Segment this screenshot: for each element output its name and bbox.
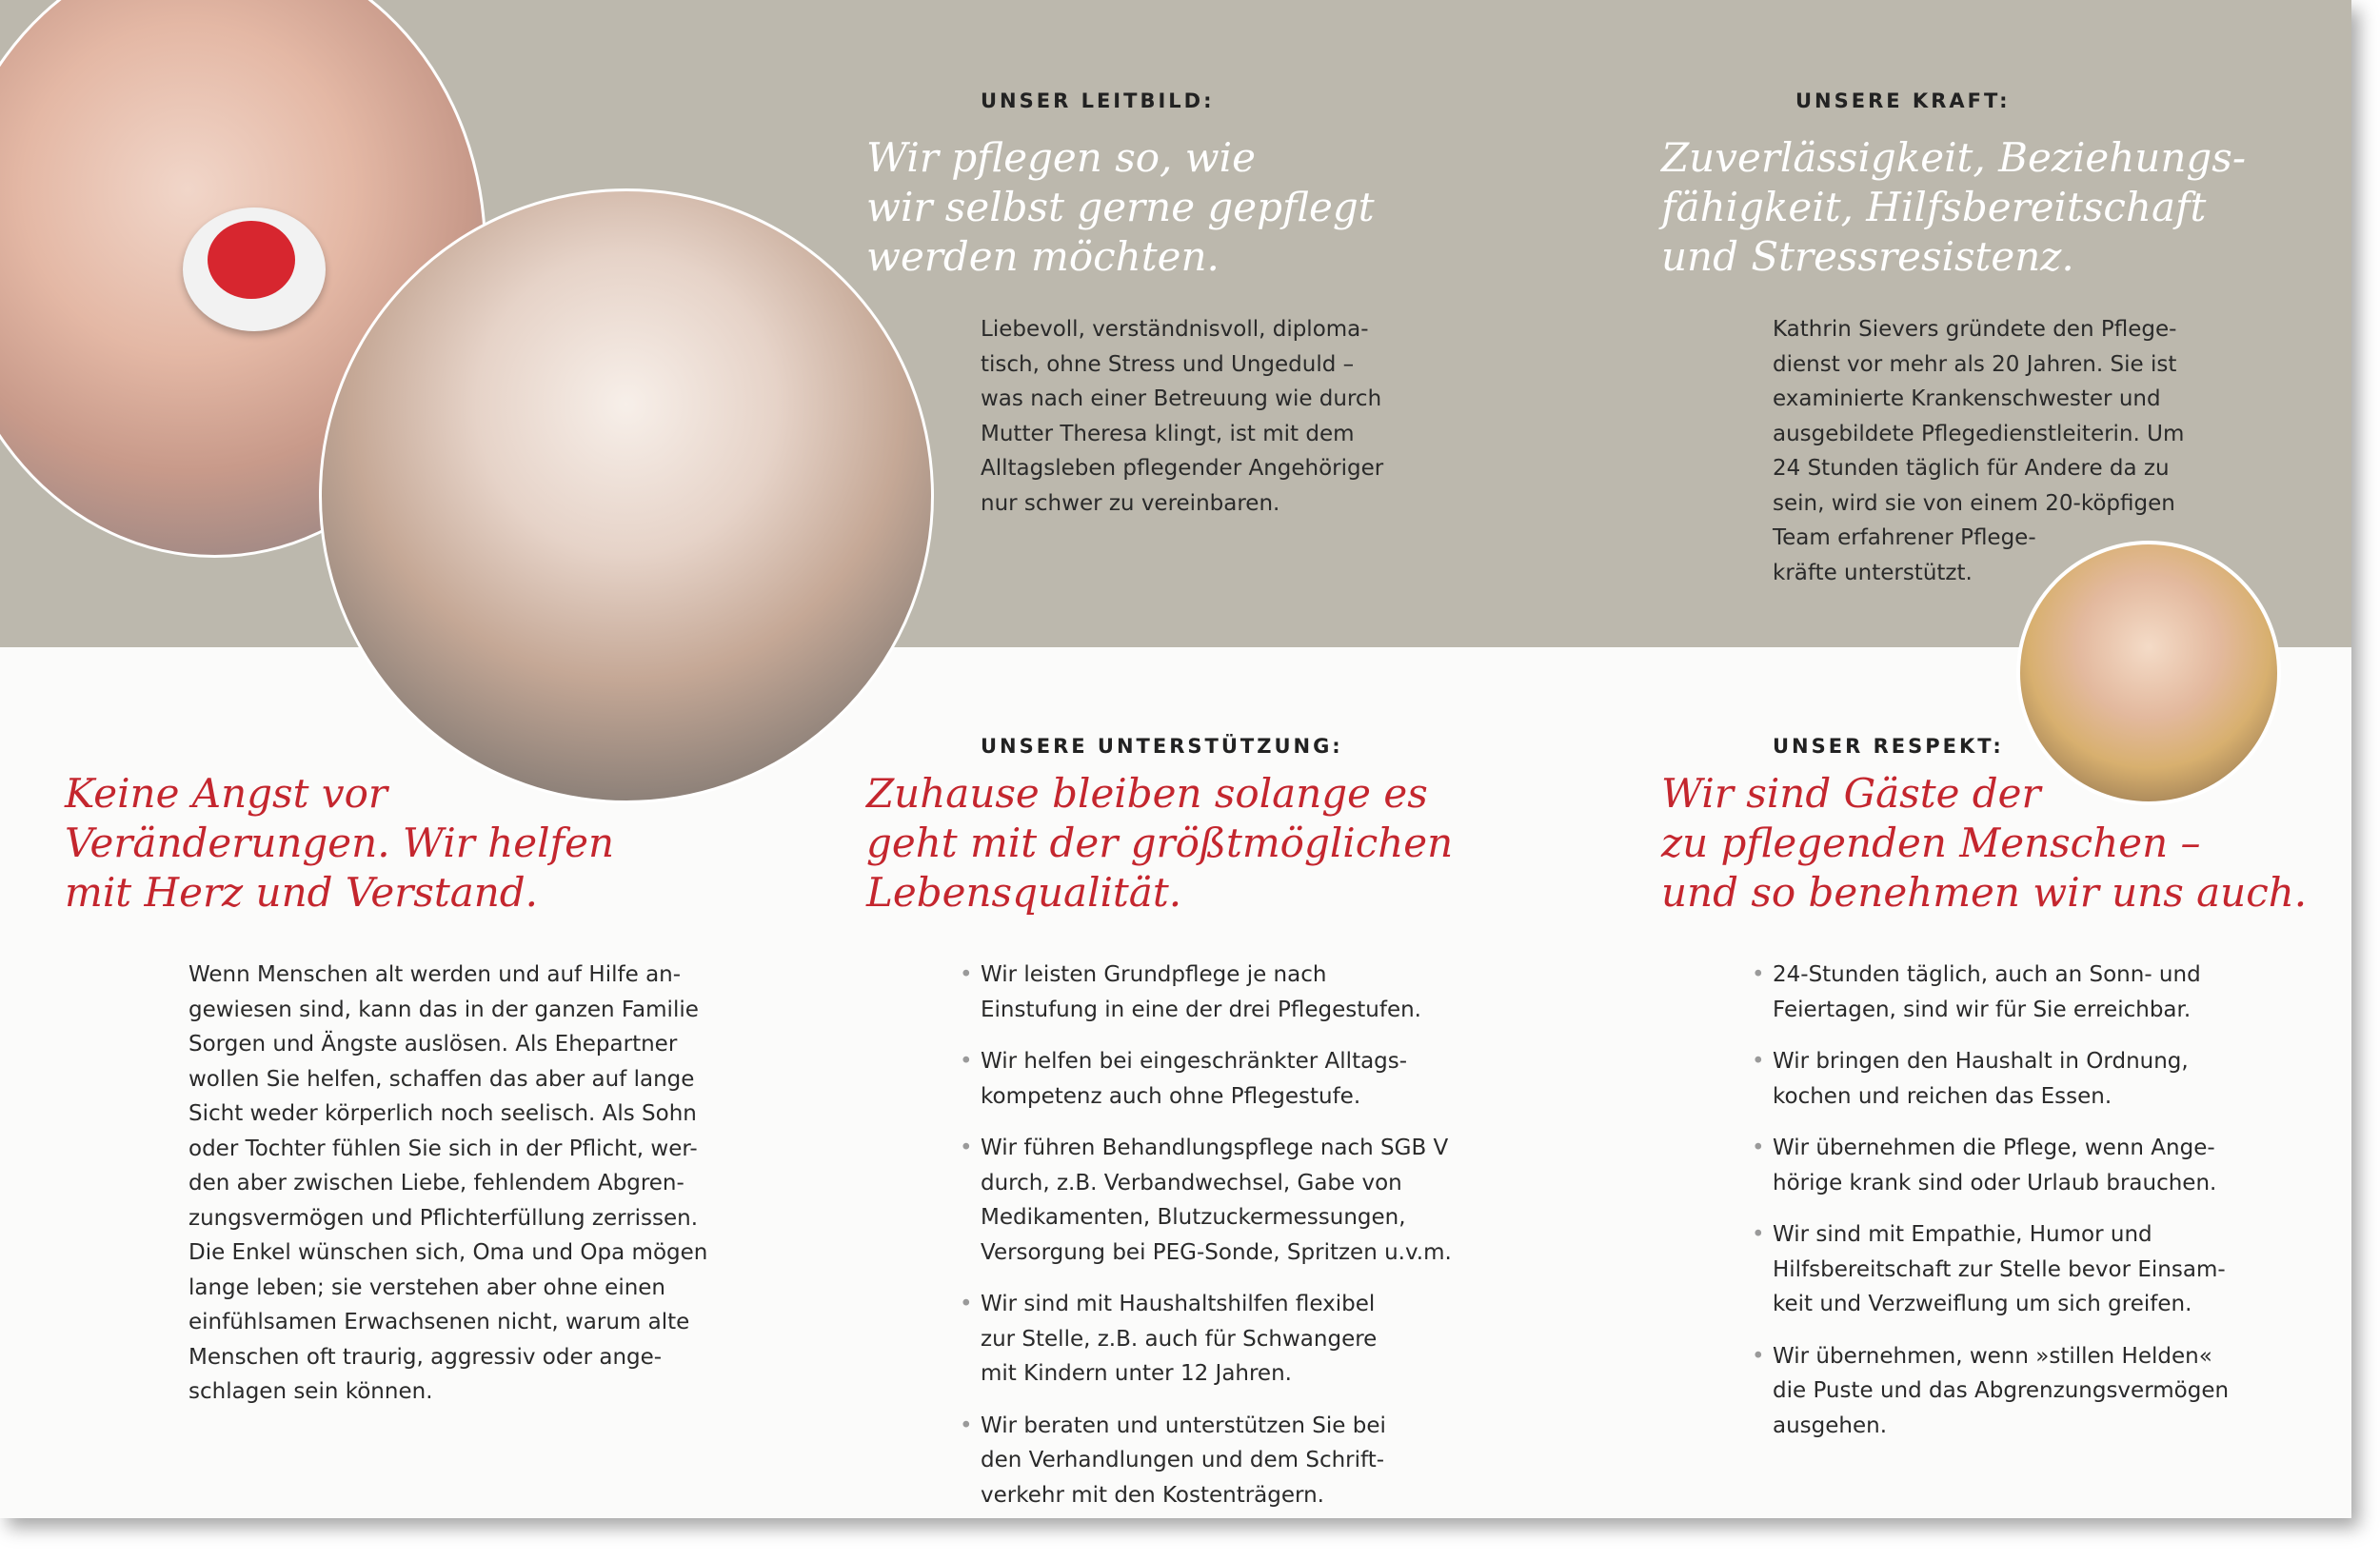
item-line: Wir sind mit Empathie, Humor und bbox=[1773, 1222, 2152, 1247]
headline-line: und so benehmen wir uns auch. bbox=[1661, 869, 2308, 916]
headline-line: mit Herz und Verstand. bbox=[65, 869, 539, 916]
item-line: die Puste und das Abgrenzungsvermögen bbox=[1773, 1378, 2230, 1403]
headline-line: zu pflegenden Menschen – bbox=[1661, 820, 2201, 866]
item-line: ausgehen. bbox=[1773, 1413, 1888, 1438]
list-item bbox=[1752, 1044, 2229, 1114]
item-line: Wir leisten Grundpflege je nach bbox=[981, 962, 1327, 987]
list-item bbox=[960, 1131, 1452, 1270]
body-line: sein, wird sie von einem 20-köpfigen bbox=[1773, 490, 2175, 516]
headline-line: Veränderungen. Wir helfen bbox=[65, 820, 614, 866]
bullet-icon: • bbox=[960, 1292, 973, 1316]
body-line: nur schwer zu vereinbaren. bbox=[981, 490, 1280, 516]
body-line: 24 Stunden täglich für Andere da zu bbox=[1773, 456, 2170, 481]
body-line: zungsvermögen und Pflichterfüllung zerrissen. bbox=[188, 1205, 699, 1231]
headline-line: werden möchten. bbox=[866, 233, 1220, 280]
list-item bbox=[1752, 958, 2229, 1027]
list-item bbox=[960, 1287, 1452, 1392]
item-line: Medikamenten, Blutzuckermessungen, bbox=[981, 1205, 1406, 1230]
item-line: Wir bringen den Haushalt in Ordnung, bbox=[1773, 1049, 2189, 1074]
item-line: Wir führen Behandlungspflege nach SGB V bbox=[981, 1136, 1449, 1160]
list-item bbox=[1752, 1217, 2229, 1322]
intro-headline bbox=[65, 769, 614, 918]
body-line: Sicht weder körperlich noch seelisch. Als Sohn bbox=[188, 1101, 697, 1126]
item-line: den Verhandlungen und dem Schrift- bbox=[981, 1448, 1385, 1472]
body-line: examinierte Krankenschwester und bbox=[1773, 386, 2161, 411]
body-line: Team erfahrener Pflege- bbox=[1773, 525, 2036, 550]
body-line: Sorgen und Ängste auslösen. Als Ehepartner bbox=[188, 1032, 678, 1057]
kraft-label: UNSERE KRAFT: bbox=[1795, 89, 2011, 112]
body-line: tisch, ohne Stress und Ungeduld – bbox=[981, 351, 1355, 377]
body-line: oder Tochter fühlen Sie sich in der Pflicht, wer- bbox=[188, 1136, 698, 1161]
item-line: Wir sind mit Haushaltshilfen flexibel bbox=[981, 1292, 1376, 1316]
headline-line: Lebensqualität. bbox=[866, 869, 1182, 916]
body-line: gewiesen sind, kann das in der ganzen Familie bbox=[188, 997, 699, 1022]
bullet-icon: • bbox=[1752, 1049, 1765, 1074]
list-item bbox=[1752, 1131, 2229, 1200]
body-line: Kathrin Sievers gründete den Pflege- bbox=[1773, 317, 2177, 342]
item-line: durch, z.B. Verbandwechsel, Gabe von bbox=[981, 1170, 1402, 1195]
photo-puzzle-hands bbox=[319, 188, 934, 803]
headline-line: geht mit der größtmöglichen bbox=[866, 820, 1454, 866]
kraft-body bbox=[1773, 312, 2184, 590]
body-line: schlagen sein können. bbox=[188, 1379, 433, 1404]
body-line: Alltagsleben pflegender Angehöriger bbox=[981, 456, 1384, 481]
item-line: Versorgung bei PEG-Sonde, Spritzen u.v.m. bbox=[981, 1239, 1452, 1265]
item-line: Wir helfen bei eingeschränkter Alltags- bbox=[981, 1049, 1408, 1074]
body-line: Menschen oft traurig, aggressiv oder ange- bbox=[188, 1344, 663, 1370]
body-line: Liebevoll, verständnisvoll, diploma- bbox=[981, 317, 1369, 342]
headline-line: Zuverlässigkeit, Beziehungs- bbox=[1661, 134, 2247, 181]
headline-line: Wir sind Gäste der bbox=[1661, 770, 2041, 817]
intro-body bbox=[188, 958, 707, 1410]
item-line: kochen und reichen das Essen. bbox=[1773, 1083, 2112, 1109]
body-line: dienst vor mehr als 20 Jahren. Sie ist bbox=[1773, 351, 2177, 377]
item-line: 24-Stunden täglich, auch an Sonn- und bbox=[1773, 962, 2201, 987]
item-line: zur Stelle, z.B. auch für Schwangere bbox=[981, 1326, 1378, 1352]
list-item bbox=[960, 958, 1452, 1027]
body-line: Wenn Menschen alt werden und auf Hilfe an- bbox=[188, 962, 682, 987]
item-line: hörige krank sind oder Urlaub brauchen. bbox=[1773, 1170, 2217, 1195]
bullet-icon: • bbox=[1752, 1222, 1765, 1247]
respekt-label: UNSER RESPEKT: bbox=[1773, 735, 2004, 758]
body-line: Mutter Theresa klingt, ist mit dem bbox=[981, 421, 1355, 446]
body-line: kräfte unterstützt. bbox=[1773, 560, 1973, 585]
bullet-icon: • bbox=[960, 1136, 973, 1160]
body-line: den aber zwischen Liebe, fehlendem Abgren- bbox=[188, 1171, 684, 1195]
leitbild-body bbox=[981, 312, 1383, 521]
unterstuetzung-label: UNSERE UNTERSTÜTZUNG: bbox=[981, 735, 1343, 758]
leitbild-label: UNSER LEITBILD: bbox=[981, 89, 1215, 112]
bullet-icon: • bbox=[1752, 1136, 1765, 1160]
list-item bbox=[960, 1409, 1452, 1513]
bullet-icon: • bbox=[1752, 962, 1765, 987]
bullet-icon: • bbox=[960, 1413, 973, 1438]
list-item bbox=[1752, 1339, 2229, 1444]
item-line: Einstufung in eine der drei Pflegestufen. bbox=[981, 997, 1421, 1022]
respekt-headline bbox=[1661, 769, 2307, 918]
list-item bbox=[960, 1044, 1452, 1114]
headline-line: wir selbst gerne gepflegt bbox=[866, 184, 1375, 230]
item-line: Wir beraten und unterstützen Sie bei bbox=[981, 1413, 1386, 1438]
item-line: Wir übernehmen die Pflege, wenn Ange- bbox=[1773, 1136, 2215, 1160]
bullet-icon: • bbox=[1752, 1343, 1765, 1369]
headline-line: und Stressresistenz. bbox=[1661, 233, 2074, 280]
item-line: mit Kindern unter 12 Jahren. bbox=[981, 1361, 1292, 1386]
headline-line: Keine Angst vor bbox=[65, 770, 387, 817]
item-line: Feiertagen, sind wir für Sie erreichbar. bbox=[1773, 997, 2192, 1022]
kraft-headline bbox=[1661, 133, 2246, 282]
respekt-list bbox=[1752, 958, 2229, 1460]
bullet-icon: • bbox=[960, 1049, 973, 1074]
body-line: ausgebildete Pflegedienstleiterin. Um bbox=[1773, 421, 2185, 446]
alarm-button-red-image bbox=[208, 221, 295, 299]
bullet-icon: • bbox=[960, 962, 973, 987]
headline-line: Wir pflegen so, wie bbox=[866, 134, 1256, 181]
item-line: Wir übernehmen, wenn »stillen Helden« bbox=[1773, 1343, 2212, 1369]
body-line: Die Enkel wünschen sich, Oma und Opa mögen bbox=[188, 1240, 708, 1265]
item-line: keit und Verzweiflung um sich greifen. bbox=[1773, 1292, 2192, 1316]
body-line: was nach einer Betreuung wie durch bbox=[981, 386, 1382, 411]
headline-line: fähigkeit, Hilfsbereitschaft bbox=[1661, 184, 2207, 230]
item-line: kompetenz auch ohne Pflegestufe. bbox=[981, 1083, 1361, 1109]
body-line: einfühlsamen Erwachsenen nicht, warum alte bbox=[188, 1310, 690, 1334]
leitbild-headline bbox=[866, 133, 1375, 282]
body-line: lange leben; sie verstehen aber ohne einen bbox=[188, 1274, 666, 1300]
unterstuetzung-headline bbox=[866, 769, 1453, 918]
unterstuetzung-list bbox=[960, 958, 1452, 1518]
item-line: verkehr mit den Kostenträgern. bbox=[981, 1482, 1324, 1508]
body-line: wollen Sie helfen, schaffen das aber auf lange bbox=[188, 1066, 695, 1092]
headline-line: Zuhause bleiben solange es bbox=[866, 770, 1428, 817]
item-line: Hilfsbereitschaft zur Stelle bevor Einsam- bbox=[1773, 1256, 2226, 1282]
